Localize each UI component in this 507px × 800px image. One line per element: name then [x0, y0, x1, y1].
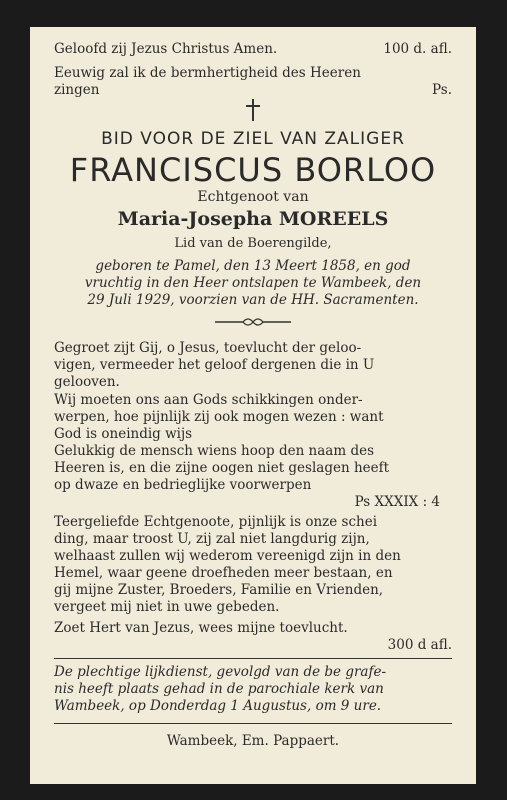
spouse-name: Maria-Josepha MOREELS — [117, 208, 389, 230]
funeral-line-3: Wambeek, op Donderdag 1 Augustus, om 9 ure. — [54, 698, 382, 714]
prayer-3-line-3: op dwaze en bedrieglijke voorwerpen — [54, 477, 312, 493]
prayer-heading: BID VOOR DE ZIEL VAN ZALIGER — [101, 129, 405, 149]
deceased-name: FRANCISCUS BORLOO — [69, 151, 437, 189]
ornament-divider-icon — [213, 315, 293, 329]
prayer-1-line-2: vigen, vermeeder het geloof dergenen die in U — [54, 357, 375, 373]
header-line-3 — [54, 82, 452, 99]
header-line-1 — [54, 41, 452, 58]
farewell-line-1: Teergeliefde Echtgenoote, pijnlijk is onze schei — [54, 514, 378, 530]
header-prayer-text: Geloofd zij Jezus Christus Amen. — [54, 41, 278, 57]
card-paper — [30, 27, 476, 784]
header-psalm-ref: Ps. — [432, 82, 452, 98]
divider-top — [54, 658, 452, 659]
prayer-1-line-3: gelooven. — [54, 374, 120, 390]
closing-indulgence: 300 d afl. — [387, 637, 452, 653]
header-line-3-text: zingen — [54, 82, 100, 98]
farewell-line-4: Hemel, waar geene droefheden meer bestaan, en — [54, 565, 393, 581]
prayer-3-line-1: Gelukkig de mensch wiens hoop den naam des — [54, 443, 374, 459]
printer-imprint: Wambeek, Em. Pappaert. — [166, 733, 340, 749]
funeral-line-2: nis heeft plaats gehad in de parochiale kerk van — [54, 681, 384, 697]
cross-icon — [246, 99, 260, 121]
prayer-1-line-1: Gegroet zijt Gij, o Jesus, toevlucht der geloo- — [54, 340, 362, 356]
bio-line-2: vruchtig in den Heer ontslapen te Wambeek, den — [84, 275, 422, 291]
psalm-reference: Ps XXXIX : 4 — [354, 494, 440, 510]
prayer-2-line-1: Wij moeten ons aan Gods schikkingen onder- — [54, 392, 363, 408]
spouse-of-label: Echtgenoot van — [197, 189, 309, 205]
funeral-line-1: De plechtige lijkdienst, gevolgd van de be grafe- — [54, 664, 387, 680]
guild-membership: Lid van de Boerengilde, — [174, 236, 332, 251]
farewell-line-3: welhaast zullen wij wederom vereenigd zijn in den — [54, 548, 401, 564]
header-line-2: Eeuwig zal ik de bermhertigheid des Heeren — [54, 65, 361, 81]
prayer-2-line-2: werpen, hoe pijnlijk zij ook mogen wezen : want — [54, 409, 384, 425]
prayer-2-line-3: God is oneindig wijs — [54, 426, 193, 442]
farewell-line-6: vergeet mij niet in uwe gebeden. — [54, 599, 280, 615]
farewell-line-2: ding, maar troost U, zij zal niet langdurig zijn, — [54, 531, 370, 547]
header-indulgence: 100 d. afl. — [383, 41, 452, 57]
prayer-3-line-2: Heeren is, en die zijne oogen niet geslagen heeft — [54, 460, 390, 476]
bio-line-1: geboren te Pamel, den 13 Meert 1858, en god — [95, 258, 411, 274]
bio-line-3: 29 Juli 1929, voorzien van de HH. Sacramenten. — [87, 292, 419, 308]
sacred-heart-invocation: Zoet Hert van Jezus, wees mijne toevlucht. — [54, 620, 348, 636]
farewell-line-5: gij mijne Zuster, Broeders, Familie en Vrienden, — [54, 582, 384, 598]
divider-bottom — [54, 723, 452, 724]
